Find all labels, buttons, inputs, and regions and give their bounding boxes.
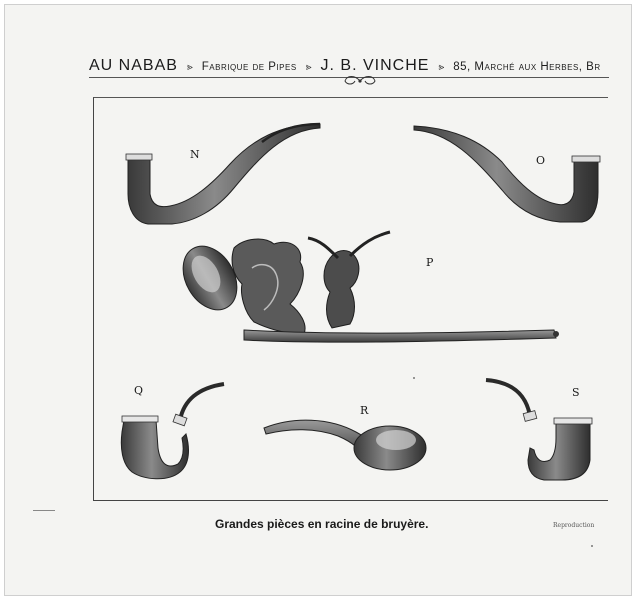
fabrique-label: Fabrique de Pipes (201, 61, 297, 73)
paper-speck (591, 545, 593, 547)
catalog-page (4, 4, 632, 596)
reproduction-credit: Reproduction (553, 522, 595, 529)
header-separator: ⪢ (438, 62, 445, 73)
label-s: S (572, 386, 580, 399)
maker-name: J. B. VINCHE (320, 57, 430, 74)
shop-name: AU NABAB (89, 57, 178, 74)
label-o: O (536, 154, 546, 167)
pipe-q-icon (121, 384, 224, 479)
shop-address: 85, Marché aux Herbes, Br (453, 61, 601, 73)
margin-mark (33, 510, 55, 511)
label-r: R (360, 404, 369, 417)
header-separator: ⪢ (187, 62, 193, 73)
plate-caption: Grandes pièces en racine de bruyère. (215, 517, 429, 531)
paper-speck (413, 377, 415, 379)
label-q: Q (134, 384, 144, 397)
illustration-plate (93, 97, 608, 501)
scroll-ornament-icon (335, 75, 385, 87)
pipe-r-icon (264, 420, 426, 470)
pipe-n-icon (126, 124, 320, 224)
label-p: P (426, 256, 434, 269)
pipe-p-icon (172, 232, 559, 342)
pipe-o-icon (414, 126, 600, 222)
header-separator: ⪢ (305, 62, 312, 73)
pipe-illustrations (94, 98, 609, 502)
label-n: N (190, 148, 200, 161)
